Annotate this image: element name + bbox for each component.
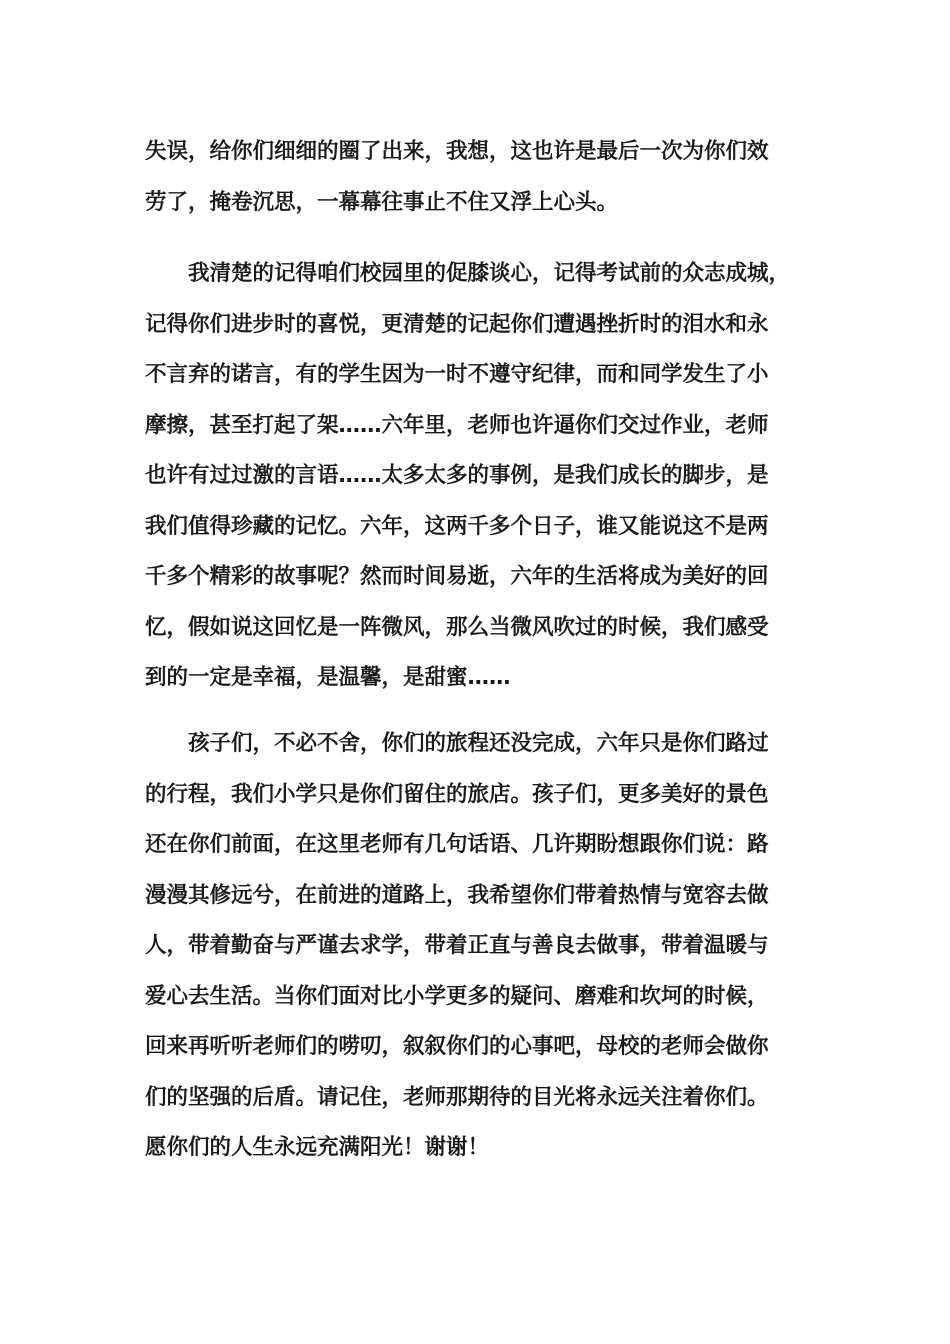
paragraph-line: 孩子们，不必不舍，你们的旅程还没完成，六年只是你们路过	[145, 731, 769, 756]
paragraph-line: 到的一定是幸福，是温馨，是甜蜜……	[145, 665, 511, 690]
paragraph-line: 千多个精彩的故事呢？然而时间易逝，六年的生活将成为美好的回	[145, 564, 769, 589]
paragraph-line: 愿你们的人生永远充满阳光！谢谢！	[145, 1135, 490, 1160]
paragraph-line: 我清楚的记得咱们校园里的促膝谈心，记得考试前的众志成城，	[145, 261, 791, 286]
paragraph-line: 失误，给你们细细的圈了出来，我想，这也许是最后一次为你们效	[145, 139, 769, 164]
paragraph-line: 的行程，我们小学只是你们留住的旅店。孩子们，更多美好的景色	[145, 781, 769, 807]
paragraph-1	[145, 127, 810, 228]
paragraph-3	[145, 719, 810, 1174]
paragraph-line: 们的坚强的后盾。请记住，老师那期待的目光将永远关注着你们。	[145, 1084, 769, 1110]
paragraph-line: 不言弃的诺言，有的学生因为一时不遵守纪律，而和同学发生了小	[145, 362, 769, 387]
paragraph-line: 记得你们进步时的喜悦，更清楚的记起你们遭遇挫折时的泪水和永	[145, 311, 769, 337]
paragraph-line: 爱心去生活。当你们面对比小学更多的疑问、磨难和坎坷的时候，	[145, 983, 769, 1009]
paragraph-2	[145, 249, 810, 704]
paragraph-line: 摩擦，甚至打起了架……六年里，老师也许逼你们交过作业，老师	[145, 412, 769, 438]
paragraph-line: 人，带着勤奋与严谨去求学，带着正直与善良去做事，带着温暖与	[145, 933, 769, 958]
paragraph-line: 忆，假如说这回忆是一阵微风，那么当微风吹过的时候，我们感受	[145, 614, 769, 640]
paragraph-line: 也许有过过激的言语……太多太多的事例，是我们成长的脚步，是	[145, 463, 769, 488]
paragraph-line: 漫漫其修远兮，在前进的道路上，我希望你们带着热情与宽容去做	[145, 882, 769, 908]
paragraph-line: 还在你们前面，在这里老师有几句话语、几许期盼想跟你们说：路	[145, 832, 769, 857]
paragraph-line: 回来再听听老师们的唠叨，叙叙你们的心事吧，母校的老师会做你	[145, 1034, 769, 1059]
paragraph-line: 我们值得珍藏的记忆。六年，这两千多个日子，谁又能说这不是两	[145, 513, 769, 539]
paragraph-line: 劳了，掩卷沉思，一幕幕往事止不住又浮上心头。	[145, 189, 619, 215]
